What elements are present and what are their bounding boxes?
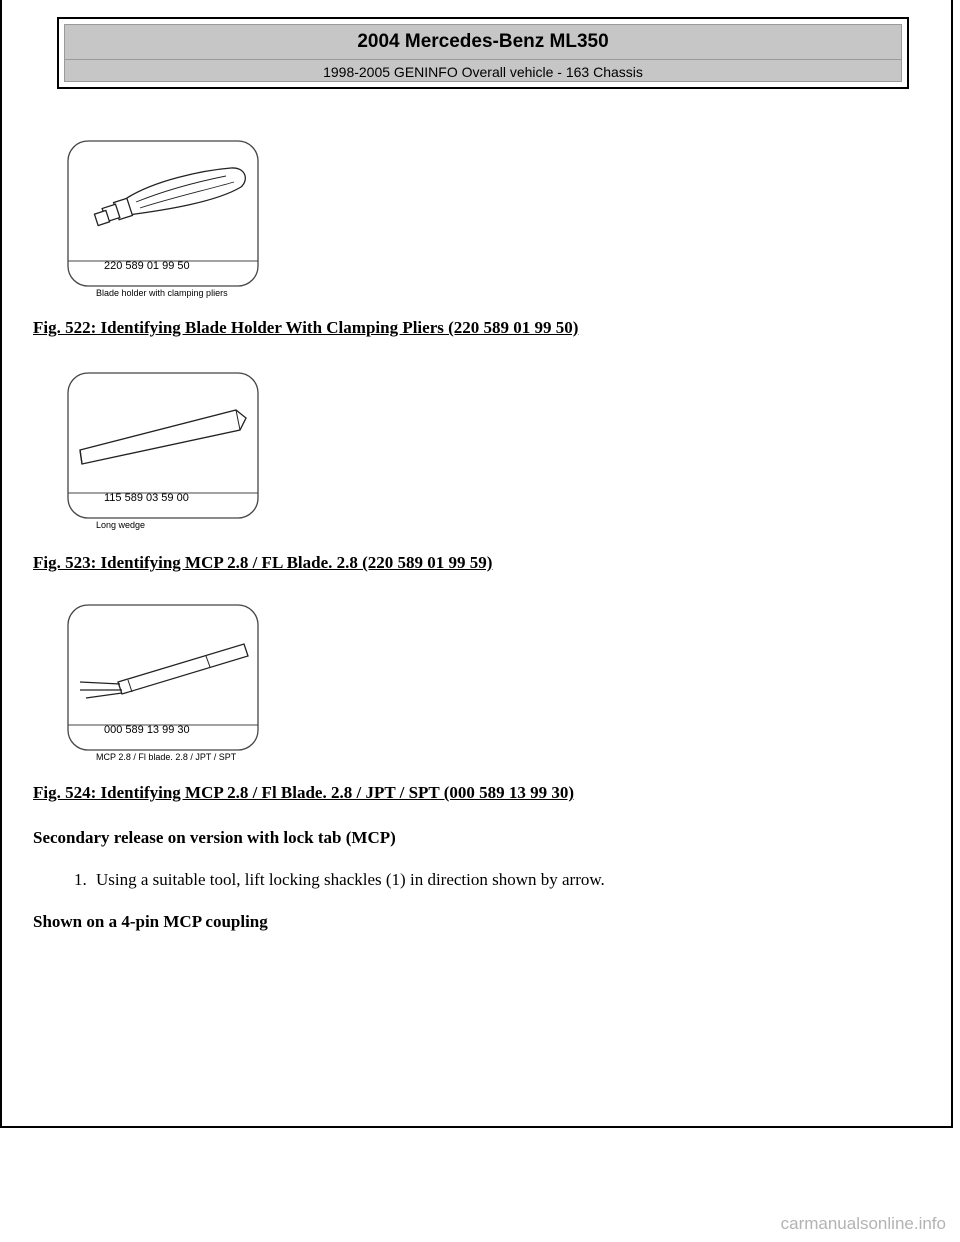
header-panel (64, 24, 902, 82)
watermark: carmanualsonline.info (780, 1214, 946, 1233)
figure-524-caption: Fig. 524: Identifying MCP 2.8 / Fl Blade. 2.8 / JPT / SPT (000 589 13 99 30) (33, 783, 575, 802)
figure-522-part-number: 220 589 01 99 50 (104, 260, 190, 272)
long-wedge-icon (66, 372, 262, 532)
figure-523-caption: Fig. 523: Identifying MCP 2.8 / FL Blade. 2.8 (220 589 01 99 59) (33, 553, 493, 572)
blade-holder-icon (66, 140, 262, 300)
header-subtitle: 1998-2005 GENINFO Overall vehicle - 163 Chassis (65, 59, 901, 84)
step-text: Using a suitable tool, lift locking shackles (1) in direction shown by arrow. (96, 870, 605, 889)
procedure-step (74, 870, 605, 890)
section-heading: Secondary release on version with lock tab (MCP) (33, 828, 396, 847)
figure-524-part-number: 000 589 13 99 30 (104, 724, 190, 736)
figure-522-caption: Fig. 522: Identifying Blade Holder With Clamping Pliers (220 589 01 99 50) (33, 318, 579, 337)
figure-522-image (66, 140, 262, 300)
step-number: 1. (74, 870, 87, 889)
figure-note: Shown on a 4-pin MCP coupling (33, 912, 268, 931)
release-tool-icon (66, 604, 262, 764)
figure-524-image (66, 604, 262, 764)
figure-524-description: MCP 2.8 / Fl blade. 2.8 / JPT / SPT (96, 752, 237, 762)
figure-523-part-number: 115 589 03 59 00 (104, 492, 189, 504)
document-header (57, 17, 909, 89)
figure-522-description: Blade holder with clamping pliers (96, 288, 228, 298)
figure-523-description: Long wedge (96, 520, 146, 530)
header-title: 2004 Mercedes-Benz ML350 (357, 31, 609, 52)
figure-523-image (66, 372, 262, 532)
